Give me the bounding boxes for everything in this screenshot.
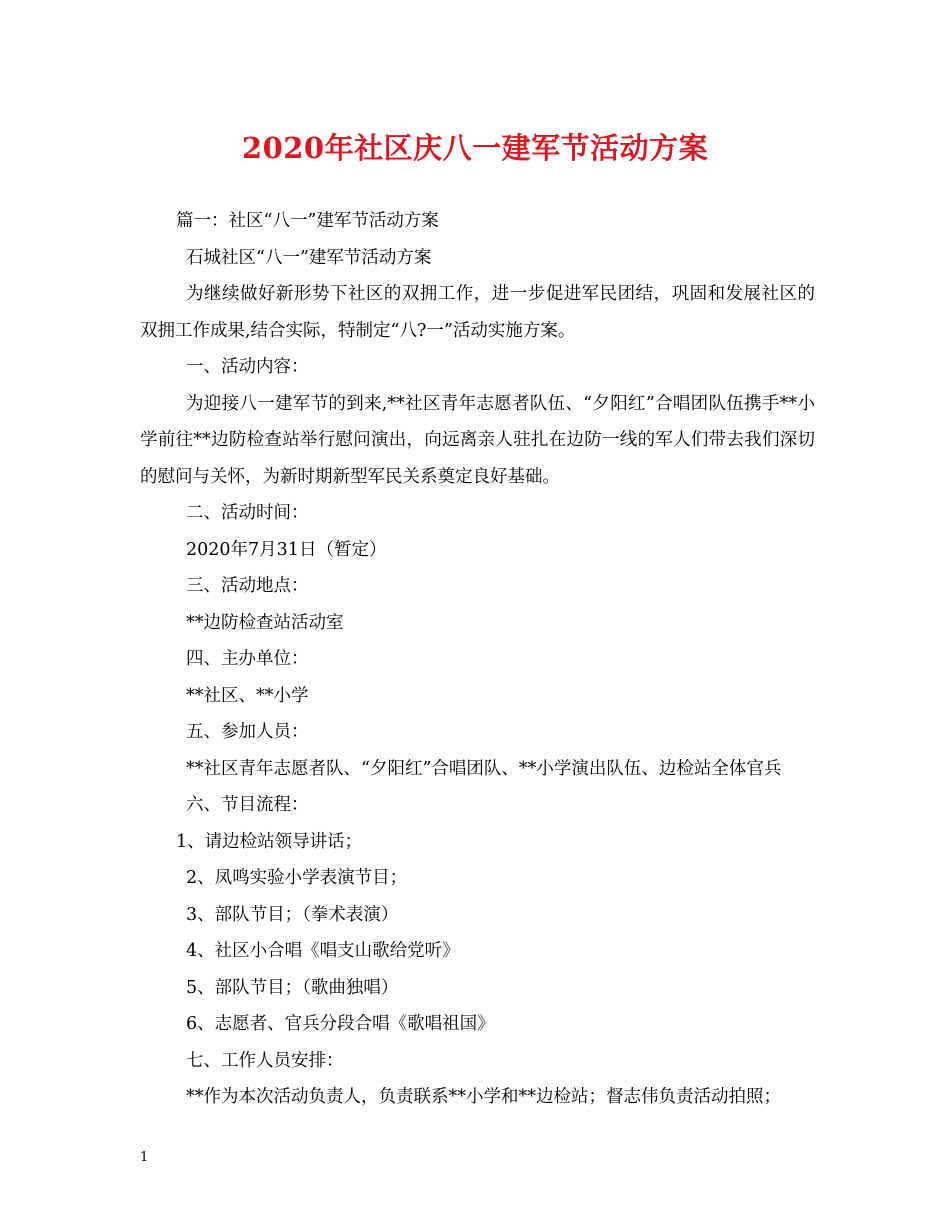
- paragraph-location: **边防检查站活动室: [186, 612, 344, 633]
- section-heading-staff: 七、工作人员安排：: [186, 1050, 344, 1071]
- page-number: 1: [140, 1150, 149, 1165]
- paragraph-time: 2020年7月31日（暂定）: [186, 539, 387, 560]
- paragraph-organizer: **社区、**小学: [186, 685, 309, 706]
- program-item: 5、部队节目；（歌曲独唱）: [186, 977, 399, 998]
- program-item: 6、志愿者、官兵分段合唱《歌唱祖国》: [186, 1014, 495, 1034]
- document-body: [140, 203, 815, 1116]
- program-item: 4、社区小合唱《唱支山歌给党听》: [186, 941, 460, 961]
- document-title: 2020年社区庆八一建军节活动方案: [241, 131, 709, 165]
- section-heading-participants: 五、参加人员：: [186, 722, 309, 742]
- section-heading-location: 三、活动地点：: [186, 576, 309, 596]
- section-heading-content: 一、活动内容：: [186, 357, 309, 377]
- program-item: 2、凤鸣实验小学表演节目；: [186, 868, 408, 888]
- program-item: 1、请边检站领导讲话；: [176, 831, 363, 852]
- paragraph-staff: **作为本次活动负责人，负责联系**小学和**边检站；督志伟负责活动拍照；: [186, 1087, 781, 1107]
- paragraph-intro: 为继续做好新形势下社区的双拥工作，进一步促进军民团结，巩固和发展社区的双拥工作成果,结合实际，特制定“八?一”活动实施方案。: [140, 284, 815, 341]
- section-heading-organizer: 四、主办单位：: [186, 649, 309, 669]
- paragraph-article-heading: 篇一：社区“八一”建军节活动方案: [176, 211, 439, 231]
- program-item: 3、部队节目；（拳术表演）: [186, 904, 399, 925]
- section-heading-time: 二、活动时间：: [186, 503, 309, 523]
- paragraph-content: 为迎接八一建军节的到来,**社区青年志愿者队伍、“夕阳红”合唱团队伍携手**小学前往**边防检查站举行慰问演出，向远离亲人驻扎在边防一线的军人们带去我们深切的慰问与关怀，为新时期新型军民关系奠定良好基础。: [140, 393, 815, 487]
- paragraph-participants: **社区青年志愿者队、“夕阳红”合唱团队、**小学演出队伍、边检站全体官兵: [186, 758, 782, 779]
- section-heading-program: 六、节目流程：: [186, 795, 309, 815]
- paragraph-plan-title: 石城社区“八一”建军节活动方案: [186, 247, 432, 268]
